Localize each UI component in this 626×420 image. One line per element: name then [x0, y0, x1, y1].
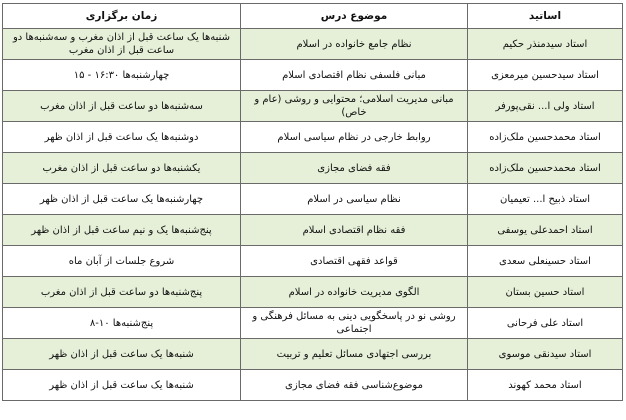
teacher-cell: استاد محمد کهوند: [468, 370, 623, 401]
teacher-cell: استاد حسینعلی سعدی: [468, 246, 623, 277]
teacher-cell: استاد ذبیح ا... تعیمیان: [468, 184, 623, 215]
table-row: [3, 60, 623, 91]
time-cell: دوشنبه‌ها یک ساعت قبل از اذان ظهر: [3, 122, 241, 153]
header-row: [3, 4, 623, 29]
time-cell: پنج‌شنبه‌ها یک و نیم ساعت قبل از اذان ظهر: [3, 215, 241, 246]
subject-cell: روابط خارجی در نظام سیاسی اسلام: [241, 122, 468, 153]
header-teacher: اساتید: [468, 4, 623, 29]
subject-cell: بررسی اجتهادی مسائل تعلیم و تربیت: [241, 339, 468, 370]
table-row: [3, 91, 623, 122]
table-row: [3, 122, 623, 153]
table-row: [3, 246, 623, 277]
subject-cell: فقه نظام اقتصادی اسلام: [241, 215, 468, 246]
teacher-cell: استاد ولی ا... نقی‌پورفر: [468, 91, 623, 122]
subject-cell: الگوی مدیریت خانواده در اسلام: [241, 277, 468, 308]
subject-cell: روشی نو در پاسخگویی دینی به مسائل فرهنگی و اجتماعی: [241, 308, 468, 339]
time-cell: شروع جلسات از آبان ماه: [3, 246, 241, 277]
time-cell: چهارشنبه‌ها یک ساعت قبل از اذان ظهر: [3, 184, 241, 215]
subject-cell: فقه فضای مجازی: [241, 153, 468, 184]
table-row: [3, 29, 623, 60]
teacher-cell: استاد سیدنقی موسوی: [468, 339, 623, 370]
subject-cell: نظام سیاسی در اسلام: [241, 184, 468, 215]
time-cell: یکشنبه‌ها دو ساعت قبل از اذان مغرب: [3, 153, 241, 184]
class-schedule-table: [2, 3, 623, 401]
header-time: زمان برگزاری: [3, 4, 241, 29]
table-row: [3, 277, 623, 308]
time-cell: سه‌شنبه‌ها دو ساعت قبل از اذان مغرب: [3, 91, 241, 122]
table-row: [3, 339, 623, 370]
time-cell: چهارشنبه‌ها ۱۶:۳۰ - ۱۵: [3, 60, 241, 91]
header-subject: موضوع درس: [241, 4, 468, 29]
time-cell: شنبه‌ها یک ساعت قبل از اذان ظهر: [3, 370, 241, 401]
subject-cell: قواعد فقهی اقتصادی: [241, 246, 468, 277]
table-row: [3, 215, 623, 246]
teacher-cell: استاد حسین بستان: [468, 277, 623, 308]
time-cell: شنبه‌ها یک ساعت قبل از اذان مغرب و سه‌شنبه‌ها دو ساعت قبل از اذان مغرب: [3, 29, 241, 60]
time-cell: شنبه‌ها یک ساعت قبل از اذان ظهر: [3, 339, 241, 370]
teacher-cell: استاد سیدمنذر حکیم: [468, 29, 623, 60]
subject-cell: نظام جامع خانواده در اسلام: [241, 29, 468, 60]
schedule-body: [3, 29, 623, 401]
subject-cell: موضوع‌شناسی فقه فضای مجازی: [241, 370, 468, 401]
time-cell: پنج‌شنبه‌ها دو ساعت قبل از اذان مغرب: [3, 277, 241, 308]
subject-cell: مبانی فلسفی نظام اقتصادی اسلام: [241, 60, 468, 91]
teacher-cell: استاد محمدحسین ملک‌زاده: [468, 122, 623, 153]
subject-cell: مبانی مدیریت اسلامی؛ محتوایی و روشی (عام و خاص): [241, 91, 468, 122]
table-row: [3, 153, 623, 184]
table-row: [3, 308, 623, 339]
time-cell: پنج‌شنبه‌ها ۱۰-۸: [3, 308, 241, 339]
teacher-cell: استاد محمدحسین ملک‌زاده: [468, 153, 623, 184]
teacher-cell: استاد علی فرحانی: [468, 308, 623, 339]
teacher-cell: استاد احمدعلی یوسفی: [468, 215, 623, 246]
teacher-cell: استاد سیدحسین میرمعزی: [468, 60, 623, 91]
table-row: [3, 370, 623, 401]
table-row: [3, 184, 623, 215]
